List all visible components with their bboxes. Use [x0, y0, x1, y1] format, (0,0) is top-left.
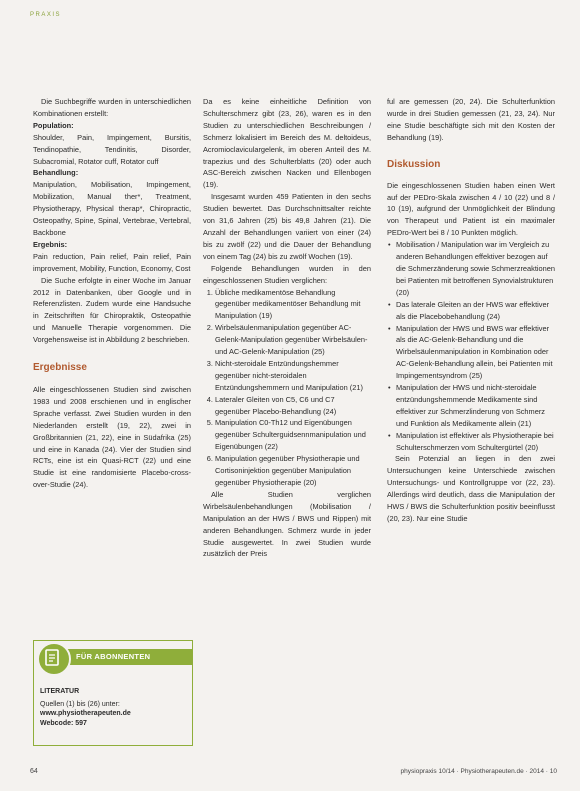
literatur-label: LITERATUR — [40, 688, 80, 695]
document-icon — [45, 649, 61, 667]
patients-paragraph: Insgesamt wurden 459 Patienten in den sechs Studien bewertet. Das Durchschnittsalter reichte von 31,6 Jahren (25) bis 49,8 Jahren (21). Die Anzahl der Behandlungen variiert von einer (24) bis zu zwölf (22) und die Dauer der Behandlung von einem Tag (24) bis zu zwölf Wochen (19). — [203, 192, 371, 261]
closing-paragraph: Sein Potenzial an liegen in den zwei Untersuchungen keine Unterschiede zwischen Untersuchungs- und Kontrollgruppe vor (22, 23). Allerdings wird deutlich, dass die Manipulation der HWS / BWS die Schulterfunktion positiv beeinflusst (20, 23). Nur eine Studie — [387, 454, 555, 523]
list-item: 1. Übliche medikamentöse Behandlung gegenüber medikamentöser Behandlung mit Manipulation (19) — [215, 287, 371, 323]
subscriber-body — [40, 687, 131, 728]
population-label: Population: — [33, 120, 74, 130]
list-item: • Manipulation der HWS und nicht-steroidale entzündungshemmende Medikamente sind effektiver zur Schmerzlinderung von Schmerz und Funktion als Medikamente allein (21) — [396, 382, 555, 430]
subscriber-icon — [37, 642, 71, 676]
population-text: Shoulder, Pain, Impingement, Bursitis, Tendinopathie, Tendinitis, Disorder, Subacromial, Rotator cuff, Rotator cuff — [33, 132, 191, 166]
webcode-line: Webcode: 597 — [40, 719, 87, 727]
heading-diskussion: Diskussion — [387, 158, 441, 170]
ergebnis-label: Ergebnis: — [33, 239, 68, 249]
pedro-paragraph: Die eingeschlossenen Studien haben einen Wert auf der PEDro-Skala zwischen 4 / 10 (22) und 8 / 10 (19), aufgrund der Unmöglichkeit der Blindung von Therapeut und Patient ist ein maximaler PEDro-Wert bei 8 / 10 Punkten möglich. — [387, 180, 555, 238]
subscriber-banner: FÜR ABONNENTEN — [62, 649, 192, 665]
studies-paragraph: Alle Studien verglichen Wirbelsäulenbehandlungen (Mobilisation / Manipulation an der HWS / BWS und Rippen) mit anderen Behandlungen. Schmerz wurde in jeder Studie ausgewertet. In zwei Studien wurde zusätzlich der Preis — [203, 489, 371, 559]
treatment-list — [203, 287, 371, 489]
subscriber-box — [33, 640, 193, 746]
column-left — [33, 96, 191, 491]
list-item: 4. Lateraler Gleiten von C5, C6 und C7 gegenüber Placebo-Behandlung (24) — [215, 394, 371, 418]
list-item: • Manipulation ist effektiver als Physiotherapie bei Schulterschmerzen vom Schultergürtel (20) — [396, 430, 555, 454]
function-paragraph: ful are gemessen (20, 24). Die Schulterfunktion wurde in drei Studien gemessen (21, 23, 24). Nur eine Studie beschäftigte sich mit den Kosten der Behandlung (19). — [387, 97, 555, 142]
column-middle — [203, 96, 371, 560]
sources-line: Quellen (1) bis (26) unter: — [40, 700, 120, 708]
search-paragraph: Die Suche erfolgte in einer Woche im Januar 2012 in Datenbanken, über Google und in Referenzlisten. Zudem wurde eine Handsuche in Zeitschriften für Chiropraktik, Osteopathie und Manuelle Therapie vorgenommen. Die Vorgehensweise ist in Abbildung 2 beschrieben. — [33, 275, 191, 345]
ergebnis-text: Pain reduction, Pain relief, Pain relief, Pain improvement, Mobility, Function, Economy, Cost — [33, 251, 191, 273]
definition-paragraph: Da es keine einheitliche Definition von Schulterschmerz gibt (23, 26), waren es in den Studien zu unterschiedlichen Beschreibungen / Schmerz lokalisiert im Bereich des M. deltoideus, Acromioclaviculargelenk, im oberen Anteil des M. trapezius und des Schulterblatts (20) oder auch ASC-Bereich zwischen Nacken und Ellenbogen (19). — [203, 97, 371, 190]
list-item: 6. Manipulation gegenüber Physiotherapie und Cortisoninjektion gegenüber Manipulation gegenüber Physiotherapie (20) — [215, 453, 371, 489]
comparison-intro: Folgende Behandlungen wurden in den eingeschlossenen Studien verglichen: — [203, 263, 371, 285]
section-tag: PRAXIS — [30, 12, 62, 18]
list-item: • Mobilisation / Manipulation war im Vergleich zu anderen Behandlungen effektiver bezogen auf die Schmerzänderung sowie Schmerzreaktionen bei Patienten mit betroffenen Synovialstrukturen (20) — [396, 239, 555, 299]
list-item: • Manipulation der HWS und BWS war effektiver als die AC-Gelenk-Behandlung und die Wirbelsäulenmanipulation in Kombination oder AC-Gelenk-Behandlung allein, bei Patienten mit Impingementsyndrom (25) — [396, 323, 555, 383]
list-item: 5. Manipulation C0-Th12 und Eigenübungen gegenüber Schulterguidsennmanipulation und Eigenübungen (22) — [215, 417, 371, 453]
behandlung-text: Manipulation, Mobilisation, Impingement, Mobilization, Manual ther*, Treatment, Physiotherapy, Physical therap*, Chiropractic, Osteopathy, Spine, Spinal, Vertebrae, Vertebral, Backbone — [33, 180, 191, 237]
website-link[interactable]: www.physiotherapeuten.de — [40, 710, 131, 718]
page-number: 64 — [30, 768, 38, 775]
search-terms-intro: Die Suchbegriffe wurden in unterschiedlichen Kombinationen erstellt: — [33, 97, 191, 118]
list-item: • Das laterale Gleiten an der HWS war effektiver als die Placebobehandlung (24) — [396, 299, 555, 323]
findings-list — [387, 239, 555, 453]
journal-footer: physiopraxis 10/14 · Physiotherapeuten.de · 2014 · 10 — [400, 768, 557, 775]
list-item: 2. Wirbelsäulenmanipulation gegenüber AC-Gelenk-Manipulation gegenüber Wirbelsäulen- und AC-Gelenk-Manipulation (25) — [215, 322, 371, 358]
list-item: 3. Nicht-steroidale Entzündungshemmer gegenüber nicht-steroidalen Entzündungshemmern und Manipulation (21) — [215, 358, 371, 394]
behandlung-label: Behandlung: — [33, 168, 79, 178]
column-right — [387, 96, 555, 525]
ergebnisse-paragraph: Alle eingeschlossenen Studien sind zwischen 1983 und 2008 erschienen und in englischer Sprache verfasst. Zwei Studien wurden in den Niederlanden erstellt (19, 22), zwei in Großbritannien (21, 22), eine in Südafrika (25) und eine in Kanada (24). Vier der Studien sind RCTs, eine ist ein Quasi-RCT (22) und eine Studie ist eine randomisierte Placebo-cross-over-Studie (24). — [33, 385, 191, 490]
heading-ergebnisse: Ergebnisse — [33, 362, 87, 374]
